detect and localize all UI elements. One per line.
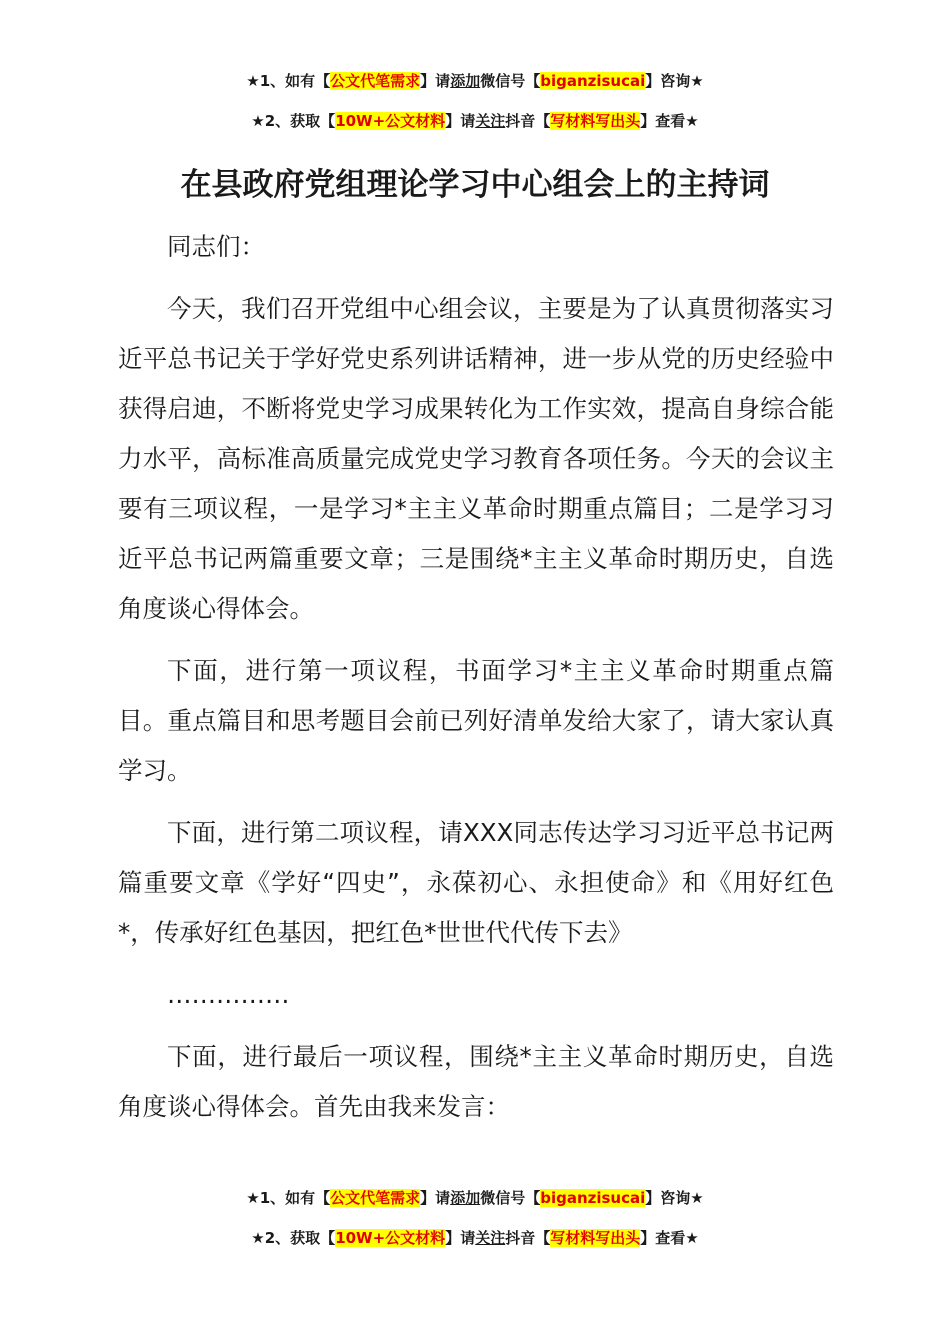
salutation: 同志们： (167, 232, 265, 261)
promo-highlight: 10W+公文材料 (335, 112, 446, 130)
promo-text: 】查看★ (640, 112, 699, 130)
promo-line-2-bottom (0, 1227, 950, 1249)
promo-highlight: biganzisucai (540, 72, 646, 90)
promo-highlight: biganzisucai (540, 1189, 646, 1207)
promo-highlight: 10W+公文材料 (335, 1229, 446, 1247)
promo-underline: 关注 (475, 112, 506, 130)
promo-underline: 关注 (475, 1229, 506, 1247)
promo-text: ★1、如有【 (246, 1189, 331, 1207)
promo-highlight: 公文代笔需求 (330, 1189, 421, 1207)
promo-highlight: 公文代笔需求 (330, 72, 421, 90)
promo-line-2 (0, 110, 950, 132)
document-body (118, 222, 834, 1144)
ellipsis: …………… (167, 980, 290, 1009)
promo-text: 微信号【 (480, 1189, 541, 1207)
promo-text: ★1、如有【 (246, 72, 331, 90)
promo-line-1-bottom (0, 1187, 950, 1209)
paragraph: 下面，进行第二项议程，请XXX同志传达学习习近平总书记两篇重要文章《学好“四史”，永葆初心、永担使命》和《用好红色*，传承好红色基因，把红色*世世代代传下去》 (118, 818, 834, 947)
promo-text: 抖音【 (505, 112, 551, 130)
promo-text: 】咨询★ (645, 1189, 704, 1207)
promo-text: ★2、获取【 (251, 1229, 336, 1247)
promo-line-1 (0, 70, 950, 92)
promo-highlight: 写材料写出头 (550, 112, 641, 130)
promo-highlight: 写材料写出头 (550, 1229, 641, 1247)
promo-text: 抖音【 (505, 1229, 551, 1247)
promo-underline: 添加 (450, 72, 481, 90)
paragraph: 今天，我们召开党组中心组会议，主要是为了认真贯彻落实习近平总书记关于学好党史系列讲话精神，进一步从党的历史经验中获得启迪，不断将党史学习成果转化为工作实效，提高自身综合能力水平，高标准高质量完成党史学习教育各项任务。今天的会议主要有三项议程，一是学习*主主义革命时期重点篇目；二是学习习近平总书记两篇重要文章；三是围绕*主主义革命时期历史，自选角度谈心得体会。 (118, 294, 834, 623)
paragraph: 下面，进行第一项议程，书面学习*主主义革命时期重点篇目。重点篇目和思考题目会前已列好清单发给大家了，请大家认真学习。 (118, 656, 834, 785)
paragraph: 下面，进行最后一项议程，围绕*主主义革命时期历史，自选角度谈心得体会。首先由我来发言： (118, 1042, 834, 1121)
promo-text: 】请 (420, 1189, 451, 1207)
document-title: 在县政府党组理论学习中心组会上的主持词 (180, 167, 770, 203)
promo-text: 】请 (420, 72, 451, 90)
promo-text: 】请 (445, 112, 476, 130)
promo-underline: 添加 (450, 1189, 481, 1207)
promo-text: 微信号【 (480, 72, 541, 90)
promo-text: ★2、获取【 (251, 112, 336, 130)
promo-text: 】咨询★ (645, 72, 704, 90)
promo-text: 】查看★ (640, 1229, 699, 1247)
promo-text: 】请 (445, 1229, 476, 1247)
